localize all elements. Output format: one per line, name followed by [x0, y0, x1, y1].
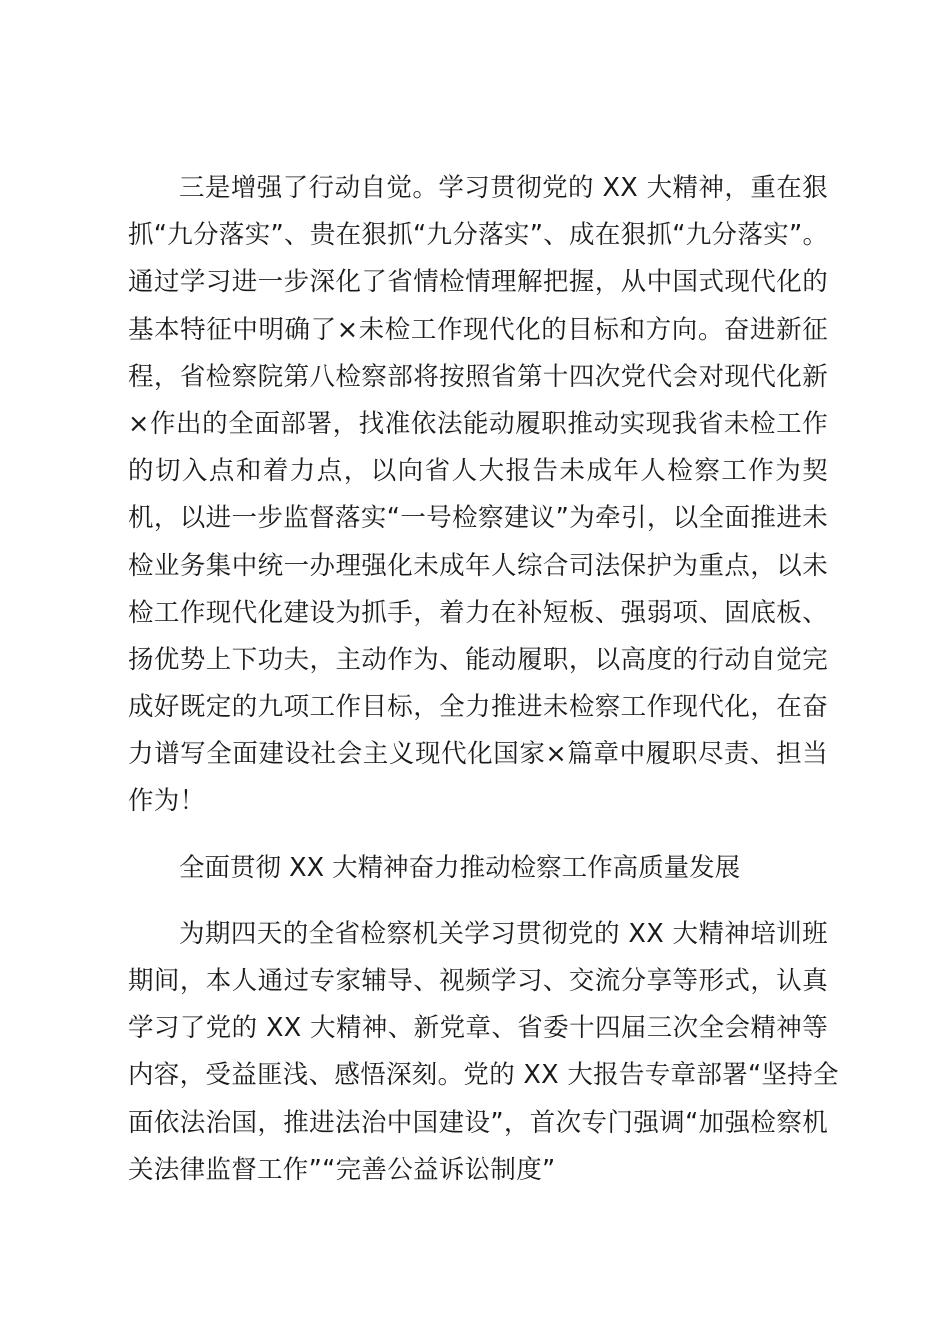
paragraph-line: 抓“九分落实”、贵在狠抓“九分落实”、成在狠抓“九分落实”。: [128, 220, 829, 251]
paragraph-line: 作为！: [128, 786, 206, 817]
paragraph-line: 为期四天的全省检察机关学习贯彻党的 XX 大精神培训班: [179, 918, 828, 949]
paragraph-line: ×作出的全面部署，找准依法能动履职推动实现我省未检工作: [128, 408, 828, 439]
paragraph-line: 力谱写全面建设社会主义现代化国家×篇章中履职尽责、担当: [128, 739, 828, 770]
paragraph-line: 面依法治国，推进法治中国建设”，首次专门强调“加强检察机: [128, 1107, 828, 1138]
paragraph-action-consciousness: [128, 165, 828, 826]
paragraph-line: 关法律监督工作”“完善公益诉讼制度”: [128, 1154, 556, 1185]
paragraph-line: 内容，受益匪浅、感悟深刻。党的 XX 大报告专章部署“坚持全: [128, 1060, 839, 1091]
paragraph-line: 检工作现代化建设为抓手，着力在补短板、强弱项、固底板、: [128, 597, 828, 628]
paragraph-line: 期间，本人通过专家辅导、视频学习、交流分享等形式，认真: [128, 966, 828, 996]
paragraph-line: 成好既定的九项工作目标，全力推进未检察工作现代化，在奋: [128, 692, 828, 723]
paragraph-training-summary: [128, 911, 839, 1194]
paragraph-line: 扬优势上下功夫，主动作为、能动履职，以高度的行动自觉完: [128, 644, 828, 675]
document-body: [128, 165, 839, 1194]
paragraph-line: 检业务集中统一办理强化未成年人综合司法保护为重点，以未: [128, 550, 828, 581]
paragraph-line: 通过学习进一步深化了省情检情理解把握，从中国式现代化的: [128, 267, 828, 298]
paragraph-line: 程，省检察院第八检察部将按照省第十四次党代会对现代化新: [128, 361, 828, 392]
paragraph-spacer: [128, 892, 828, 911]
paragraph-line: 机，以进一步监督落实“一号检察建议”为牵引，以全面推进未: [128, 503, 828, 534]
paragraph-line: 学习了党的 XX 大精神、新党章、省委十四届三次全会精神等: [128, 1013, 828, 1044]
section-heading: 全面贯彻 XX 大精神奋力推动检察工作高质量发展: [179, 852, 741, 883]
paragraph-line: 三是增强了行动自觉。学习贯彻党的 XX 大精神，重在狠: [179, 173, 828, 203]
paragraph-spacer: [128, 826, 828, 845]
paragraph-line: 基本特征中明确了×未检工作现代化的目标和方向。奋进新征: [128, 314, 828, 345]
paragraph-line: 的切入点和着力点，以向省人大报告未成年人检察工作为契: [128, 456, 828, 487]
